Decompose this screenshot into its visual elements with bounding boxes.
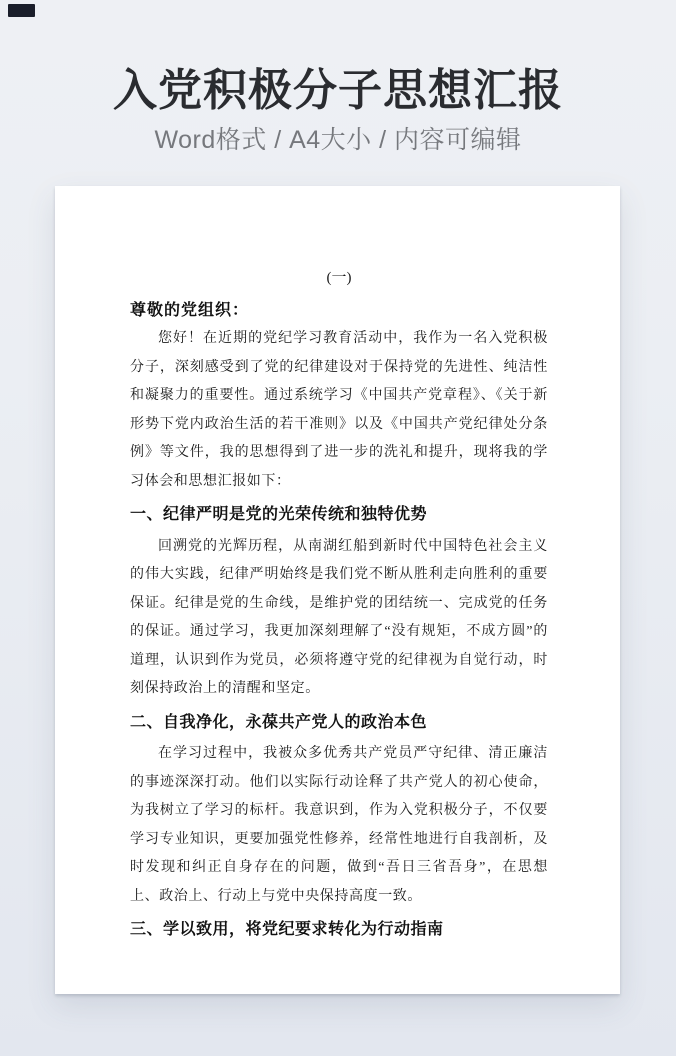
page-title: 入党积极分子思想汇报: [113, 66, 563, 115]
document-preview-page: [55, 186, 620, 994]
body-paragraph: 在学习过程中，我被众多优秀共产党员严守纪律、清正廉洁的事迹深深打动。他们以实际行动诠释了共产党人的初心使命，为我树立了学习的标杆。我意识到，作为入党积极分子，不仅要学习专业知识，更要加强党性修养，经常性地进行自我剖析，及时发现和纠正自身存在的问题，做到“吾日三省吾身”，在思想上、政治上、行动上与党中央保持高度一致。: [130, 746, 548, 904]
document-salutation: 尊敬的党组织：: [130, 301, 250, 319]
document-part-label: (一): [326, 270, 352, 286]
body-paragraph: 回溯党的光辉历程，从南湖红船到新时代中国特色社会主义的伟大实践，纪律严明始终是我们党不断从胜利走向胜利的重要保证。纪律是党的生命线，是维护党的团结统一、完成党的任务的保证。通过学习，我更加深刻理解了“没有规矩，不成方圆”的道理，认识到作为党员，必须将遵守党的纪律视为自觉行动，时刻保持政治上的清醒和坚定。: [130, 538, 548, 696]
section-heading-2: 二、自我净化，永葆共产党人的政治本色: [130, 713, 428, 731]
body-paragraph: 您好！在近期的党纪学习教育活动中，我作为一名入党积极分子，深刻感受到了党的纪律建设对于保持党的先进性、纯洁性和凝聚力的重要性。通过系统学习《中国共产党章程》、《关于新形势下党内政治生活的若干准则》以及《中国共产党纪律处分条例》等文件，我的思想得到了进一步的洗礼和提升，现将我的学习体会和思想汇报如下：: [130, 331, 548, 489]
page-subtitle: Word格式 / A4大小 / 内容可编辑: [154, 126, 522, 154]
preview-header: [0, 0, 676, 155]
section-heading-3: 三、学以致用，将党纪要求转化为行动指南: [130, 921, 444, 938]
section-heading-1: 一、纪律严明是党的光荣传统和独特优势: [130, 506, 428, 523]
